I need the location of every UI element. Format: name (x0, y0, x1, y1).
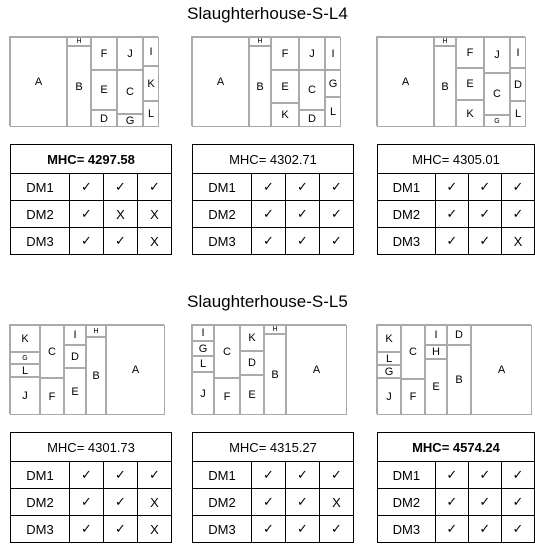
dm-label: DM2 (378, 201, 436, 228)
department-cell: B (249, 46, 271, 127)
dm-label: DM3 (378, 228, 436, 255)
table-row (193, 516, 354, 543)
department-cell: J (117, 37, 143, 70)
dm-result: ✓ (104, 462, 138, 489)
dm-result: ✓ (501, 516, 534, 543)
department-cell: C (40, 325, 64, 378)
mhc-table (10, 432, 172, 543)
dm-result: ✓ (252, 201, 286, 228)
dm-result: ✓ (501, 462, 534, 489)
department-cell: G (192, 341, 214, 356)
dm-result: ✓ (468, 516, 501, 543)
department-cell: D (64, 345, 86, 368)
department-cell: H (434, 37, 456, 46)
dm-label: DM1 (11, 462, 70, 489)
department-cell: G (117, 114, 143, 127)
dm-result: ✓ (252, 516, 286, 543)
department-cell: F (456, 37, 484, 68)
mhc-value: MHC= 4574.24 (378, 433, 535, 462)
department-cell: K (10, 325, 40, 352)
dm-label: DM3 (193, 516, 252, 543)
dm-result: ✓ (104, 228, 138, 255)
department-cell: C (299, 70, 325, 110)
dm-result: ✓ (286, 228, 320, 255)
department-cell: C (214, 325, 240, 378)
department-cell: K (271, 103, 299, 127)
mhc-table (377, 144, 535, 255)
department-cell: L (10, 364, 40, 377)
department-cell: A (192, 37, 249, 127)
department-cell: E (91, 70, 117, 110)
department-cell: H (67, 37, 91, 46)
dm-result: ✓ (468, 228, 501, 255)
dm-result: X (138, 201, 172, 228)
dm-result: X (138, 228, 172, 255)
department-cell: A (471, 325, 532, 415)
mhc-value: MHC= 4297.58 (11, 145, 172, 174)
department-cell: D (510, 68, 526, 101)
table-row (11, 516, 172, 543)
facility-layout (9, 324, 164, 414)
dm-label: DM2 (193, 201, 252, 228)
department-cell: K (456, 100, 484, 127)
dm-result: ✓ (104, 174, 138, 201)
dm-result: ✓ (435, 489, 468, 516)
department-cell: C (401, 325, 425, 379)
facility-layout (191, 324, 346, 414)
dm-label: DM1 (378, 462, 436, 489)
department-cell: F (40, 378, 64, 415)
table-row (378, 201, 535, 228)
dm-label: DM3 (11, 228, 70, 255)
dm-result: ✓ (286, 174, 320, 201)
dm-result: ✓ (286, 462, 320, 489)
dm-result: ✓ (252, 228, 286, 255)
section-title: Slaughterhouse-S-L4 (187, 4, 348, 23)
table-row (11, 228, 172, 255)
dm-label: DM2 (378, 489, 436, 516)
department-cell: E (271, 70, 299, 103)
department-cell: E (64, 368, 86, 415)
department-cell: B (86, 337, 106, 415)
dm-label: DM1 (193, 174, 252, 201)
department-cell: I (192, 325, 214, 341)
dm-result: ✓ (435, 228, 468, 255)
department-cell: H (249, 37, 271, 46)
department-cell: F (401, 379, 425, 415)
table-row (378, 174, 535, 201)
department-cell: C (484, 73, 510, 115)
dm-result: ✓ (468, 174, 501, 201)
dm-label: DM1 (193, 462, 252, 489)
mhc-value: MHC= 4302.71 (193, 145, 354, 174)
dm-label: DM1 (378, 174, 436, 201)
dm-result: ✓ (501, 174, 534, 201)
dm-result: ✓ (468, 462, 501, 489)
dm-label: DM2 (11, 489, 70, 516)
mhc-value: MHC= 4315.27 (193, 433, 354, 462)
dm-result: ✓ (501, 489, 534, 516)
department-cell: I (64, 325, 86, 345)
dm-label: DM1 (11, 174, 70, 201)
department-cell: D (91, 110, 117, 127)
department-cell: L (143, 101, 159, 127)
dm-result: ✓ (252, 174, 286, 201)
facility-layout (9, 36, 158, 126)
department-cell: A (377, 37, 434, 127)
dm-result: ✓ (70, 462, 104, 489)
department-cell: G (377, 365, 401, 378)
dm-result: ✓ (435, 174, 468, 201)
department-cell: F (214, 378, 240, 415)
section-title: Slaughterhouse-S-L5 (187, 292, 348, 311)
department-cell: D (299, 110, 325, 127)
table-row (193, 462, 354, 489)
mhc-table (192, 432, 354, 543)
table-row (11, 201, 172, 228)
department-cell: F (271, 37, 299, 70)
table-row (193, 174, 354, 201)
department-cell: J (192, 372, 214, 415)
mhc-value: MHC= 4305.01 (378, 145, 535, 174)
dm-result: ✓ (252, 489, 286, 516)
mhc-table (377, 432, 535, 543)
dm-label: DM3 (193, 228, 252, 255)
facility-layout (191, 36, 340, 126)
department-cell: J (299, 37, 325, 70)
department-cell: G (325, 70, 341, 97)
dm-result: ✓ (286, 516, 320, 543)
dm-result: ✓ (104, 489, 138, 516)
table-row (378, 228, 535, 255)
table-row (378, 489, 535, 516)
dm-result: ✓ (435, 516, 468, 543)
dm-result: ✓ (70, 228, 104, 255)
dm-result: ✓ (435, 462, 468, 489)
department-cell: J (377, 378, 401, 415)
dm-result: ✓ (501, 201, 534, 228)
dm-result: ✓ (435, 201, 468, 228)
dm-result: ✓ (138, 462, 172, 489)
dm-result: X (138, 489, 172, 516)
facility-layout (376, 324, 531, 414)
department-cell: H (425, 345, 447, 359)
department-cell: G (484, 115, 510, 127)
table-row (193, 228, 354, 255)
dm-result: X (138, 516, 172, 543)
dm-result: ✓ (286, 201, 320, 228)
table-row (11, 174, 172, 201)
mhc-table (192, 144, 354, 255)
department-cell: D (447, 325, 471, 345)
department-cell: A (286, 325, 347, 415)
mhc-table (10, 144, 172, 255)
dm-result: ✓ (468, 489, 501, 516)
dm-result: ✓ (252, 462, 286, 489)
dm-result: ✓ (468, 201, 501, 228)
dm-label: DM3 (378, 516, 436, 543)
dm-result: ✓ (320, 228, 354, 255)
department-cell: E (456, 68, 484, 100)
department-cell: L (377, 352, 401, 365)
department-cell: C (117, 70, 143, 114)
dm-result: ✓ (320, 516, 354, 543)
department-cell: I (143, 37, 159, 66)
dm-result: ✓ (70, 174, 104, 201)
department-cell: L (192, 356, 214, 372)
department-cell: A (10, 37, 67, 127)
dm-result: ✓ (70, 489, 104, 516)
department-cell: I (325, 37, 341, 70)
department-cell: J (484, 37, 510, 73)
dm-result: X (320, 489, 354, 516)
department-cell: I (510, 37, 526, 68)
department-cell: K (240, 325, 264, 351)
department-cell: J (10, 377, 40, 415)
department-cell: L (325, 97, 341, 127)
department-cell: B (447, 345, 471, 415)
table-row (378, 516, 535, 543)
dm-label: DM3 (11, 516, 70, 543)
facility-layout (376, 36, 525, 126)
department-cell: B (67, 46, 91, 127)
dm-label: DM2 (193, 489, 252, 516)
table-row (378, 462, 535, 489)
dm-result: ✓ (70, 201, 104, 228)
dm-result: ✓ (320, 462, 354, 489)
department-cell: E (425, 359, 447, 415)
dm-result: ✓ (104, 516, 138, 543)
dm-result: ✓ (70, 516, 104, 543)
department-cell: G (10, 352, 40, 364)
department-cell: D (240, 351, 264, 375)
dm-result: X (104, 201, 138, 228)
dm-result: ✓ (138, 174, 172, 201)
department-cell: B (434, 46, 456, 127)
dm-result: ✓ (320, 201, 354, 228)
department-cell: I (425, 325, 447, 345)
department-cell: H (86, 325, 106, 337)
table-row (11, 462, 172, 489)
department-cell: K (377, 325, 401, 352)
table-row (193, 489, 354, 516)
dm-label: DM2 (11, 201, 70, 228)
department-cell: E (240, 375, 264, 415)
mhc-value: MHC= 4301.73 (11, 433, 172, 462)
dm-result: X (501, 228, 534, 255)
department-cell: A (106, 325, 165, 415)
department-cell: K (143, 66, 159, 101)
department-cell: L (510, 101, 526, 127)
dm-result: ✓ (320, 174, 354, 201)
department-cell: H (264, 325, 286, 334)
dm-result: ✓ (286, 489, 320, 516)
department-cell: B (264, 334, 286, 415)
department-cell: F (91, 37, 117, 70)
table-row (11, 489, 172, 516)
table-row (193, 201, 354, 228)
